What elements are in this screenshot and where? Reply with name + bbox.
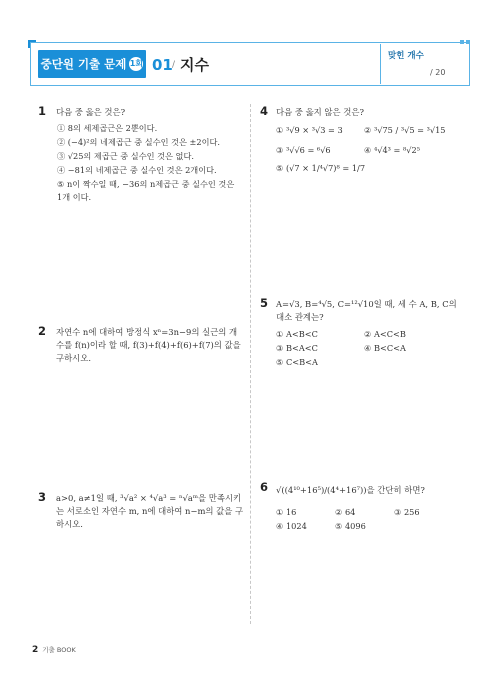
question-number: 3 bbox=[38, 490, 47, 504]
header-dot bbox=[466, 40, 470, 44]
page-footer bbox=[32, 645, 76, 655]
answer-option: ③ 256 bbox=[394, 507, 420, 517]
answer-option: ① ³√9 × ³√3 = 3 bbox=[276, 125, 343, 135]
score-divider bbox=[380, 44, 381, 84]
chapter-number: 01 bbox=[152, 56, 173, 74]
question-number: 5 bbox=[260, 296, 269, 310]
answer-option: ① 8의 세제곱근은 2뿐이다. bbox=[57, 123, 158, 133]
chapter-slash: / bbox=[172, 60, 176, 70]
question-text: 다음 중 옳지 않은 것은? bbox=[276, 107, 364, 117]
question-text: A=√3, B=⁴√5, C=¹²√10일 때, 세 수 A, B, C의 대소 관계는? bbox=[276, 299, 457, 322]
score-label: 맞힌 개수 bbox=[388, 51, 424, 61]
answer-option: ③ ³√√6 = ⁶√6 bbox=[276, 145, 331, 155]
answer-option: ⑤ (√7 × 1/⁴√7)⁸ = 1/7 bbox=[276, 163, 366, 173]
book-label: 기출 BOOK bbox=[42, 646, 76, 654]
question-number: 1 bbox=[38, 104, 47, 118]
question-text: 다음 중 옳은 것은? bbox=[56, 107, 126, 117]
column-divider bbox=[250, 104, 251, 624]
question-number: 2 bbox=[38, 324, 47, 338]
answer-option: ① A<B<C bbox=[276, 329, 318, 339]
section-badge-text: 중단원 기출 문제 bbox=[40, 57, 127, 71]
header-dot bbox=[460, 40, 464, 44]
answer-option: ④ B<C<A bbox=[364, 343, 406, 353]
answer-option: ② (−4)²의 네제곱근 중 실수인 것은 ±2이다. bbox=[57, 137, 221, 147]
answer-option: ④ ⁴√4³ = ⁸√2⁵ bbox=[364, 145, 420, 155]
page-number: 2 bbox=[32, 645, 39, 655]
question-text: √((4¹⁰+16⁵)/(4⁴+16⁷))을 간단히 하면? bbox=[276, 485, 425, 495]
round-badge: 1회 bbox=[129, 57, 143, 71]
answer-option: ③ √25의 제곱근 중 실수인 것은 없다. bbox=[57, 151, 194, 161]
answer-option: ④ 1024 bbox=[276, 521, 307, 531]
answer-option: ② A<C<B bbox=[364, 329, 406, 339]
chapter-title: 지수 bbox=[180, 56, 209, 74]
section-badge bbox=[38, 50, 146, 78]
question-number: 4 bbox=[260, 104, 269, 118]
answer-option: ① 16 bbox=[276, 507, 297, 517]
answer-option: ③ B<A<C bbox=[276, 343, 318, 353]
answer-option: ② 64 bbox=[335, 507, 356, 517]
question-text: a>0, a≠1일 때, ³√a² × ⁴√a³ = ⁿ√aᵐ을 만족시키는 서로소인 자연수 m, n에 대하여 n−m의 값을 구하시오. bbox=[56, 493, 244, 529]
question-text: 자연수 n에 대하여 방정식 xⁿ=3n−9의 실근의 개수를 f(n)이라 할 때, f(3)+f(4)+f(6)+f(7)의 값을 구하시오. bbox=[56, 327, 241, 363]
answer-option: ⑤ n이 짝수일 때, −36의 n제곱근 중 실수인 것은 1개 이다. bbox=[57, 179, 235, 202]
answer-option: ⑤ 4096 bbox=[335, 521, 366, 531]
answer-option: ⑤ C<B<A bbox=[276, 357, 318, 367]
answer-option: ④ −81의 네제곱근 중 실수인 것은 2개이다. bbox=[57, 165, 217, 175]
score-total: / 20 bbox=[430, 68, 446, 77]
answer-option: ② ³√75 / ³√5 = ³√15 bbox=[364, 125, 446, 135]
question-number: 6 bbox=[260, 480, 269, 494]
